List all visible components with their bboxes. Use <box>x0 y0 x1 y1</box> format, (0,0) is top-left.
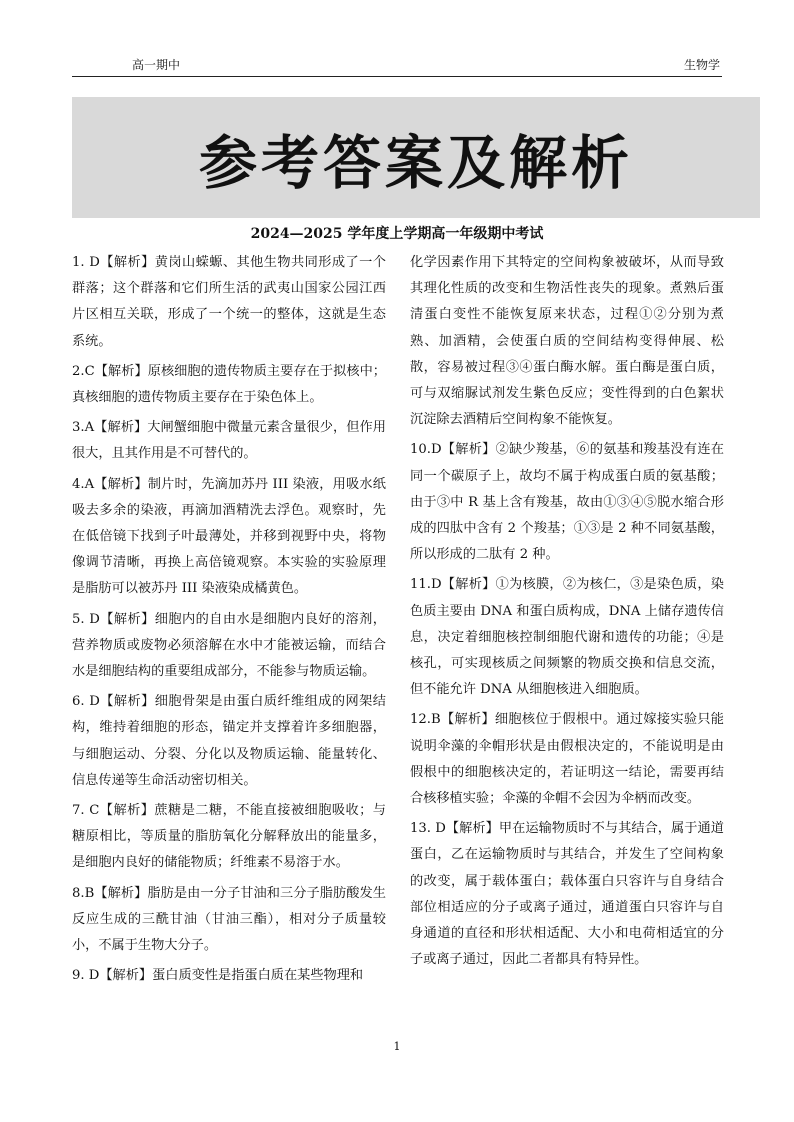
answer-paragraph: 5. D【解析】细胞内的自由水是细胞内良好的溶剂，营养物质或废物必须溶解在水中才能被运输，而结合水是细胞结构的重要组成部分，不能参与物质运输。 <box>72 611 386 680</box>
answer-paragraph: 1. D【解析】黄岗山蝾螈、其他生物共同形成了一个群落；这个群落和它们所生活的武夷山国家公园江西片区相互关联，形成了一个统一的整体，这就是生态系统。 <box>72 255 386 349</box>
header-subject-label: 生物学 <box>683 58 720 72</box>
answer-paragraph: 2.C【解析】原核细胞的遗传物质主要存在于拟核中；真核细胞的遗传物质主要存在于染色体上。 <box>72 363 386 406</box>
answer-paragraph: 化学因素作用下其特定的空间构象被破坏，从而导致其理化性质的改变和生物活性丧失的现象。煮熟后蛋清蛋白变性不能恢复原来状态，过程①②分别为煮熟、加酒精，会使蛋白质的空间结构变得伸展、松散，容易被过程③④蛋白酶水解。蛋白酶是蛋白质，可与双缩脲试剂发生紫色反应；变性得到的白色絮状沉淀除去酒精后空间构象不能恢复。 <box>410 255 724 428</box>
header-grade-label: 高一期中 <box>132 58 181 72</box>
answer-paragraph: 11.D【解析】①为核膜，②为核仁，③是染色质，染色质主要由 DNA 和蛋白质构成，DNA 上储存遗传信息，决定着细胞核控制细胞代谢和遗传的功能；④是核孔，可实现核质之间频繁的物质交换和信息交流，但不能允许 DNA 从细胞核进入细胞质。 <box>410 577 724 698</box>
answer-paragraph: 6. D【解析】细胞骨架是由蛋白质纤维组成的网架结构，维持着细胞的形态，锚定并支撑着许多细胞器，与细胞运动、分裂、分化以及物质运输、能量转化、信息传递等生命活动密切相关。 <box>72 694 386 788</box>
right-column <box>410 250 724 977</box>
answer-paragraph: 3.A【解析】大闸蟹细胞中微量元素含量很少，但作用很大，且其作用是不可替代的。 <box>72 420 386 462</box>
answer-paragraph: 9. D【解析】蛋白质变性是指蛋白质在某些物理和 <box>72 968 364 984</box>
exam-subtitle: 2024—2025 学年度上学期高一年级期中考试 <box>250 226 544 242</box>
banner-title: 参考答案及解析 <box>198 128 633 197</box>
answer-paragraph: 8.B【解析】脂肪是由一分子甘油和三分子脂肪酸发生反应生成的三酰甘油（甘油三酯），相对分子质量较小，不属于生物大分子。 <box>72 885 386 954</box>
answer-paragraph: 10.D【解析】②缺少羧基，⑥的氨基和羧基没有连在同一个碳原子上，故均不属于构成蛋白质的氨基酸；由于③中 R 基上含有羧基，故由①③④⑤脱水缩合形成的四肽中含有 2 个羧基；①③是 2 种不同氨基酸，所以形成的二肽有 2 种。 <box>410 442 724 563</box>
left-column <box>72 250 386 993</box>
answer-paragraph: 4.A【解析】制片时，先滴加苏丹 III 染液，用吸水纸吸去多余的染液，再滴加酒精洗去浮色。观察时，先在低倍镜下找到子叶最薄处，并移到视野中央，将物像调节清晰，再换上高倍镜观察。本实验的实验原理是脂肪可以被苏丹 III 染液染成橘黄色。 <box>72 476 386 597</box>
title-banner <box>72 97 760 218</box>
answer-paragraph: 13. D【解析】甲在运输物质时不与其结合，属于通道蛋白，乙在运输物质时与其结合，并发生了空间构象的改变，属于载体蛋白；载体蛋白只容许与自身结合部位相适应的分子或离子通过，通道蛋白只容许与自身通道的直径和形状相适配、大小和电荷相适宜的分子或离子通过，因此二者都具有特异性。 <box>410 821 724 968</box>
page-number: 1 <box>393 1040 401 1053</box>
page-header <box>72 56 722 77</box>
answer-paragraph: 12.B【解析】细胞核位于假根中。通过嫁接实验只能说明伞藻的伞帽形状是由假根决定的，不能说明是由假根中的细胞核决定的，若证明这一结论，需要再结合核移植实验；伞藻的伞帽不会因为伞柄而改变。 <box>410 712 724 807</box>
answer-paragraph: 7. C【解析】蔗糖是二糖，不能直接被细胞吸收；与糖原相比，等质量的脂肪氧化分解释放出的能量多，是细胞内良好的储能物质；纤维素不易溶于水。 <box>72 803 386 871</box>
